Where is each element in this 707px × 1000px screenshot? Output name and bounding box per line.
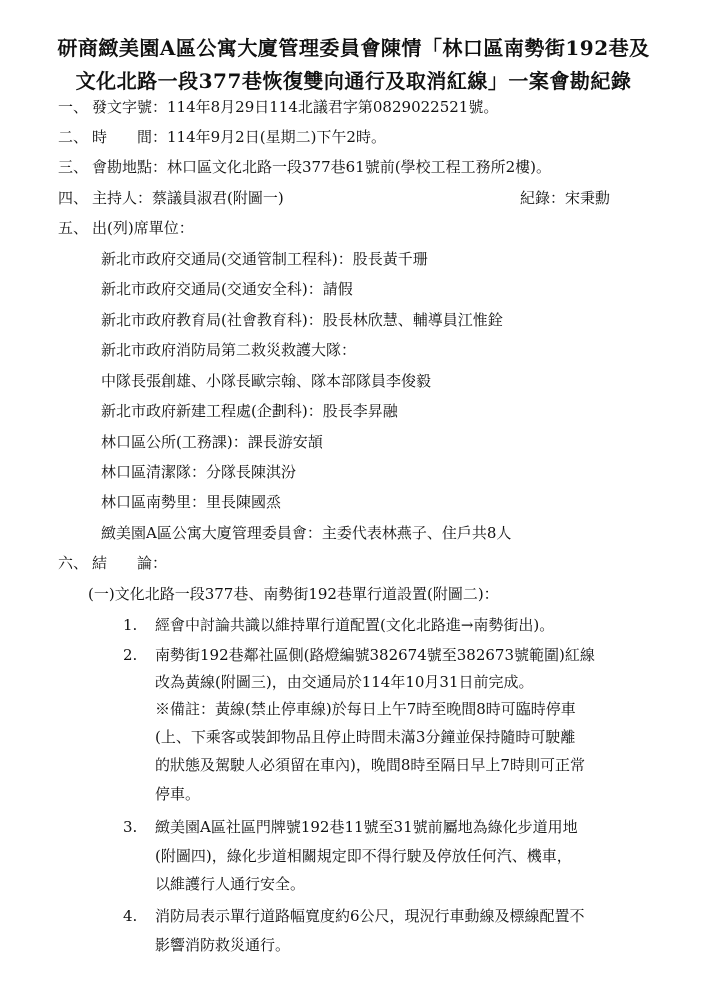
attendee-line: 新北市政府新建工程處(企劃科)：股長李昇融 bbox=[101, 402, 398, 420]
item-note-line: 的狀態及駕駛人必須留在車內)，晚間8時至隔日早上7時則可正常 bbox=[155, 756, 585, 774]
section-conclusion bbox=[58, 553, 167, 573]
section-number: 一、 bbox=[58, 98, 89, 116]
item-note-line: (上、下乘客或裝卸物品且停止時間未滿3分鐘並保持隨時可駛離 bbox=[155, 728, 576, 746]
item-note-line: ※備註：黃線(禁止停車線)於每日上午7時至晚間8時可臨時停車 bbox=[155, 700, 576, 718]
item-line: 南勢街192巷鄰社區側(路燈編號382674號至382673號範圍)紅線 bbox=[155, 646, 595, 664]
section-text: 發文字號：114年8月29日114北議君字第0829022521號。 bbox=[92, 98, 499, 116]
attendee-line: 新北市政府交通局(交通安全科)：請假 bbox=[101, 280, 353, 298]
item-line: 緻美園A區社區門牌號192巷11號至31號前屬地為綠化步道用地 bbox=[155, 818, 578, 836]
section-text: 出(列)席單位： bbox=[92, 219, 194, 237]
item-line: 消防局表示單行道路幅寬度約6公尺，現況行車動線及標線配置不 bbox=[155, 907, 585, 925]
section-text: 主持人：蔡議員淑君(附圖一) bbox=[92, 189, 284, 207]
section-text: 時 間：114年9月2日(星期二)下午2時。 bbox=[92, 128, 386, 146]
section-number: 四、 bbox=[58, 189, 89, 207]
section-text: 會勘地點：林口區文化北路一段377巷61號前(學校工程工務所2樓)。 bbox=[92, 158, 551, 176]
item-note-line: 停車。 bbox=[155, 785, 201, 803]
title-line-2: 文化北路一段377巷恢復雙向通行及取消紅線」一案會勘紀錄 bbox=[75, 69, 632, 93]
section-time bbox=[58, 127, 386, 147]
item-line: 以維護行人通行安全。 bbox=[155, 875, 306, 893]
section-document-number bbox=[58, 97, 498, 117]
attendee-line: 新北市政府交通局(交通管制工程科)：股長黃千珊 bbox=[101, 250, 428, 268]
item-number: 3. bbox=[123, 818, 138, 836]
attendee-line: 新北市政府消防局第二救災救護大隊： bbox=[101, 341, 357, 359]
item-number: 2. bbox=[123, 646, 138, 664]
document-title bbox=[40, 32, 667, 98]
attendee-line: 林口區公所(工務課)：課長游安頡 bbox=[101, 433, 323, 451]
section-number: 六、 bbox=[58, 554, 89, 572]
item-line: (附圖四)，綠化步道相關規定即不得行駛及停放任何汽、機車， bbox=[155, 847, 572, 865]
section-text: 結 論： bbox=[92, 554, 168, 572]
attendee-line: 林口區清潔隊：分隊長陳淇汾 bbox=[101, 463, 297, 481]
section-number: 二、 bbox=[58, 128, 89, 146]
item-line: 改為黃線(附圖三)，由交通局於114年10月31日前完成。 bbox=[155, 673, 534, 691]
item-number: 1. bbox=[123, 616, 138, 634]
section-host bbox=[58, 188, 284, 208]
conclusion-heading: (一)文化北路一段377巷、南勢街192巷單行道設置(附圖二)： bbox=[88, 585, 499, 603]
title-line-1: 研商緻美園A區公寓大廈管理委員會陳情「林口區南勢街192巷及 bbox=[57, 36, 650, 60]
section-number: 五、 bbox=[58, 219, 89, 237]
attendee-line: 中隊長張創雄、小隊長歐宗翰、隊本部隊員李俊毅 bbox=[101, 372, 432, 390]
recorder: 紀錄：宋秉勳 bbox=[520, 189, 611, 207]
section-attendees bbox=[58, 218, 194, 238]
section-number: 三、 bbox=[58, 158, 89, 176]
item-line: 經會中討論共識以維持單行道配置(文化北路進→南勢街出)。 bbox=[155, 616, 555, 634]
item-number: 4. bbox=[123, 907, 138, 925]
section-location bbox=[58, 157, 551, 177]
attendee-line: 緻美園A區公寓大廈管理委員會：主委代表林燕子、住戶共8人 bbox=[101, 524, 512, 542]
attendee-line: 林口區南勢里：里長陳國烝 bbox=[101, 493, 282, 511]
item-line: 影響消防救災通行。 bbox=[155, 936, 291, 954]
attendee-line: 新北市政府教育局(社會教育科)：股長林欣慧、輔導員江惟銓 bbox=[101, 311, 503, 329]
